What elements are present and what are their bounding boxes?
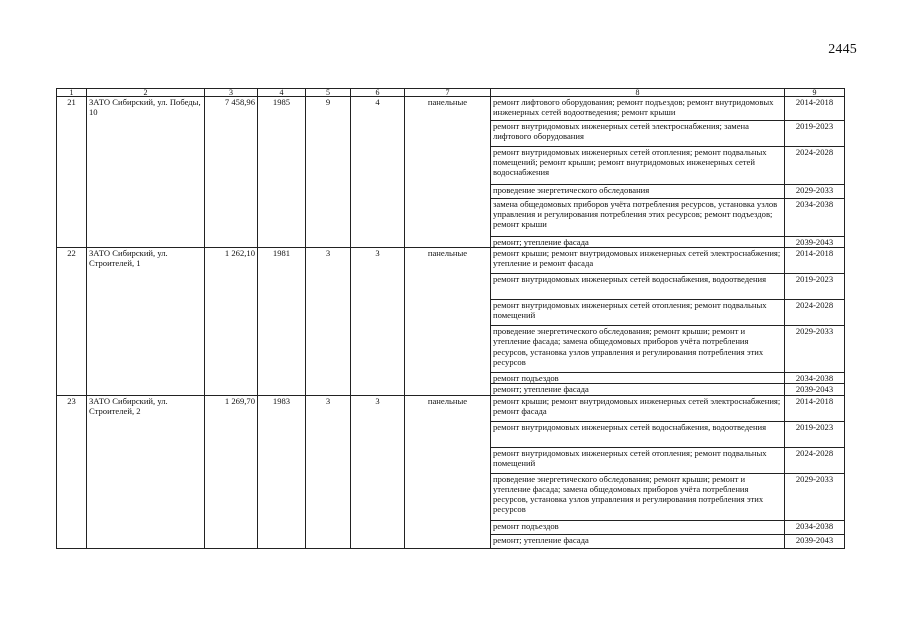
work-description: ремонт внутридомовых инженерных сетей отопления; ремонт подвальных помещений	[491, 300, 785, 326]
work-period: 2014-2018	[785, 97, 845, 121]
work-description: проведение энергетического обследования	[491, 185, 785, 199]
work-period: 2029-2033	[785, 185, 845, 199]
page-number: 2445	[828, 42, 857, 57]
work-period: 2029-2033	[785, 473, 845, 520]
work-period: 2039-2043	[785, 534, 845, 548]
building-year: 1981	[258, 248, 306, 395]
work-period: 2034-2038	[785, 373, 845, 384]
work-period: 2034-2038	[785, 199, 845, 237]
building-wall-type: панельные	[405, 395, 491, 548]
work-description: ремонт подъездов	[491, 520, 785, 534]
work-period: 2019-2023	[785, 421, 845, 447]
work-period: 2014-2018	[785, 395, 845, 421]
building-wall-type: панельные	[405, 97, 491, 248]
building-year: 1983	[258, 395, 306, 548]
work-description: замена общедомовых приборов учёта потребления ресурсов, установка узлов управления и регулирования потребления этих ресурсов; ремонт подъездов; ремонт крыши	[491, 199, 785, 237]
col-header-8: 8	[491, 89, 785, 97]
work-description: ремонт; утепление фасада	[491, 534, 785, 548]
work-period: 2034-2038	[785, 520, 845, 534]
building-floors: 9	[306, 97, 351, 248]
work-description: проведение энергетического обследования; ремонт крыши; ремонт и утепление фасада; замена общедомовых приборов учёта потребления ресурсов, установка узлов управления и регулирования потребления этих ресурсов	[491, 473, 785, 520]
work-period: 2019-2023	[785, 274, 845, 300]
work-description: ремонт внутридомовых инженерных сетей водоснабжения, водоотведения	[491, 421, 785, 447]
work-period: 2024-2028	[785, 447, 845, 473]
header-row	[57, 89, 845, 97]
col-header-1: 1	[57, 89, 87, 97]
building-year: 1985	[258, 97, 306, 248]
col-header-4: 4	[258, 89, 306, 97]
building-floors: 3	[306, 395, 351, 548]
building-address: ЗАТО Сибирский, ул. Победы, 10	[87, 97, 205, 248]
col-header-3: 3	[205, 89, 258, 97]
work-description: ремонт внутридомовых инженерных сетей электроснабжения; замена лифтового оборудования	[491, 121, 785, 147]
building-number: 22	[57, 248, 87, 395]
building-entrances: 3	[351, 395, 405, 548]
repair-schedule-table	[56, 88, 845, 549]
work-description: ремонт; утепление фасада	[491, 384, 785, 395]
building-address: ЗАТО Сибирский, ул. Строителей, 1	[87, 248, 205, 395]
building-address: ЗАТО Сибирский, ул. Строителей, 2	[87, 395, 205, 548]
col-header-9: 9	[785, 89, 845, 97]
work-period: 2024-2028	[785, 147, 845, 185]
building-floors: 3	[306, 248, 351, 395]
table-body	[57, 97, 845, 549]
work-period: 2019-2023	[785, 121, 845, 147]
building-area: 1 262,10	[205, 248, 258, 395]
work-period: 2014-2018	[785, 248, 845, 274]
building-number: 23	[57, 395, 87, 548]
col-header-7: 7	[405, 89, 491, 97]
work-description: ремонт крыши; ремонт внутридомовых инженерных сетей электроснабжения; утепление и ремонт фасада	[491, 248, 785, 274]
table-row	[57, 97, 845, 121]
building-area: 7 458,96	[205, 97, 258, 248]
work-description: ремонт крыши; ремонт внутридомовых инженерных сетей электроснабжения; ремонт фасада	[491, 395, 785, 421]
work-description: ремонт лифтового оборудования; ремонт подъездов; ремонт внутридомовых инженерных сетей водоотведения; ремонт крыши	[491, 97, 785, 121]
work-description: проведение энергетического обследования; ремонт крыши; ремонт и утепление фасада; замена общедомовых приборов учёта потребления ресурсов, установка узлов управления и регулирования потребления этих ресурсов	[491, 326, 785, 373]
work-description: ремонт внутридомовых инженерных сетей отопления; ремонт подвальных помещений	[491, 447, 785, 473]
building-area: 1 269,70	[205, 395, 258, 548]
work-period: 2039-2043	[785, 237, 845, 248]
work-period: 2029-2033	[785, 326, 845, 373]
building-entrances: 3	[351, 248, 405, 395]
table-row	[57, 248, 845, 274]
work-description: ремонт подъездов	[491, 373, 785, 384]
work-period: 2039-2043	[785, 384, 845, 395]
building-entrances: 4	[351, 97, 405, 248]
work-description: ремонт; утепление фасада	[491, 237, 785, 248]
building-wall-type: панельные	[405, 248, 491, 395]
table-row	[57, 395, 845, 421]
col-header-5: 5	[306, 89, 351, 97]
work-period: 2024-2028	[785, 300, 845, 326]
work-description: ремонт внутридомовых инженерных сетей отопления; ремонт подвальных помещений; ремонт крыши; ремонт внутридомовых инженерных сетей водоснабжения	[491, 147, 785, 185]
work-description: ремонт внутридомовых инженерных сетей водоснабжения, водоотведения	[491, 274, 785, 300]
col-header-6: 6	[351, 89, 405, 97]
col-header-2: 2	[87, 89, 205, 97]
building-number: 21	[57, 97, 87, 248]
